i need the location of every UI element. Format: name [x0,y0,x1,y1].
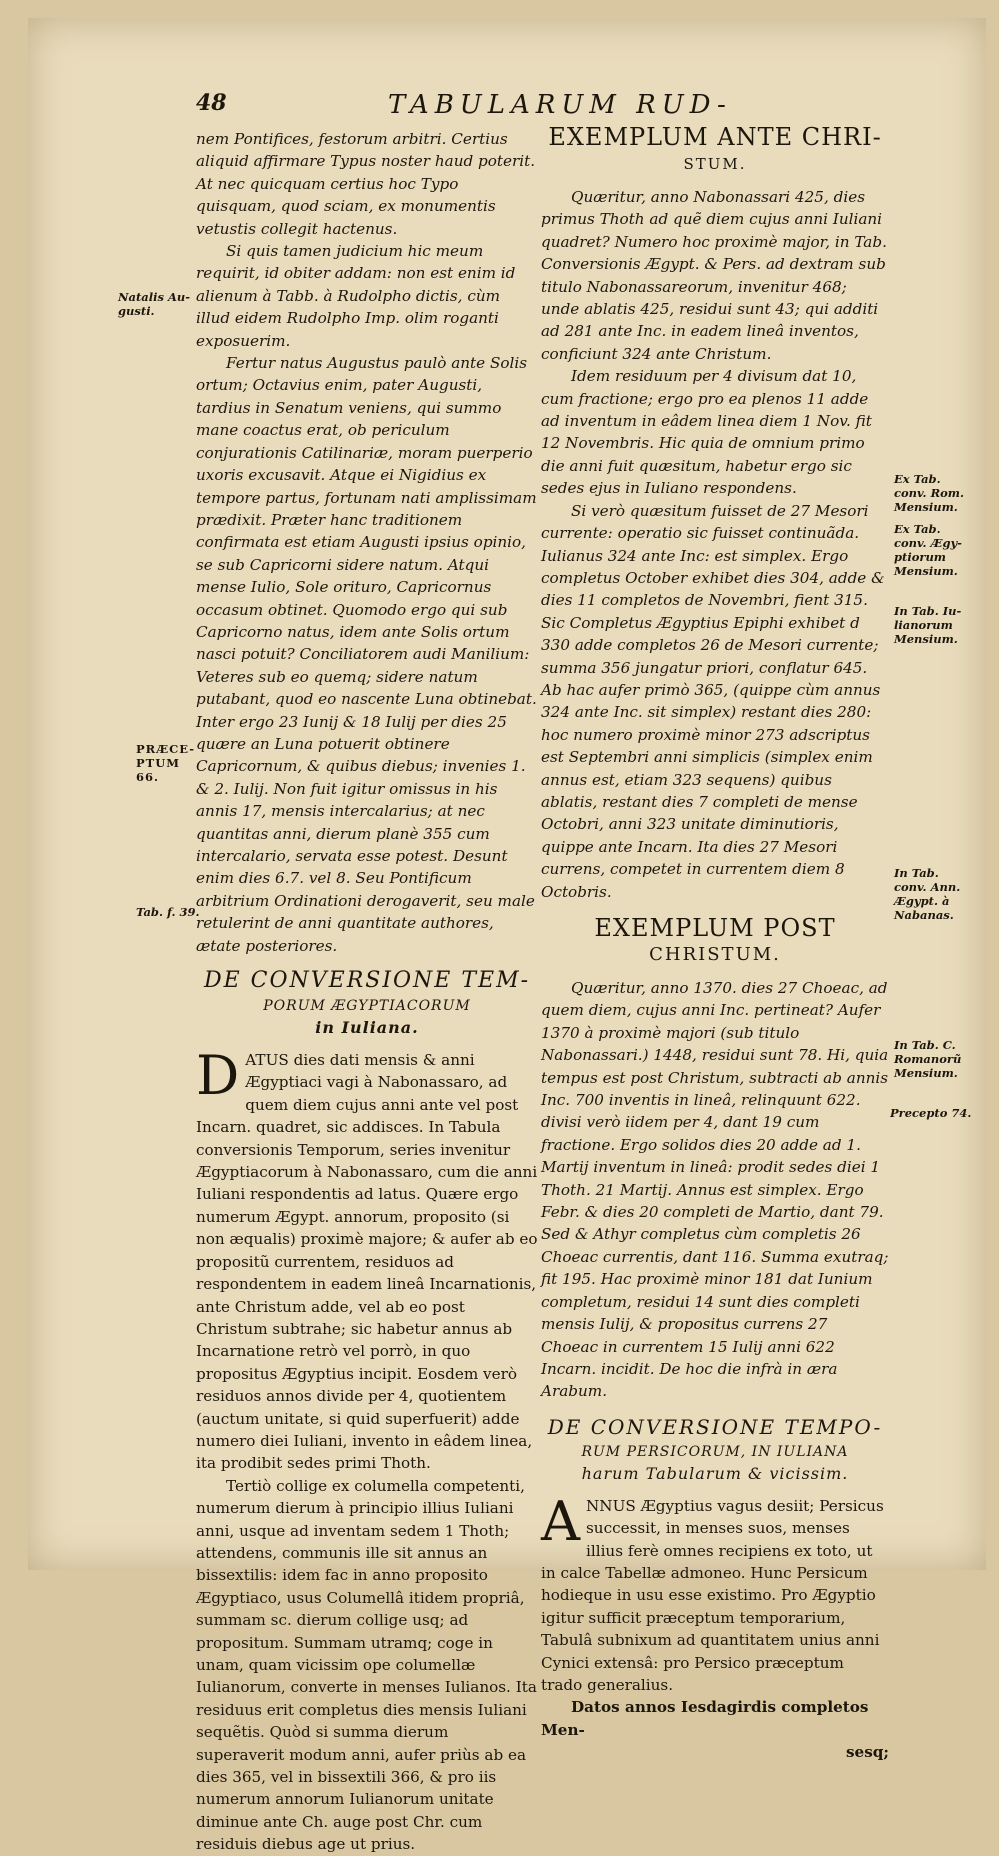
margin-note-4: In Tab. conv. Ann. Ægypt. à Nabanas. [894,866,961,922]
catchword: sesq; [846,1743,889,1762]
margin-note-6: Precepto 74. [890,1106,972,1120]
right-paragraph-6: Datos annos Iesdagirdis completos Men- [541,1698,869,1739]
drop-cap-d: D [196,1044,240,1108]
page-number: 48 [196,90,227,116]
right-heading-2-line-1: EXEMPLUM POST [594,914,836,942]
left-heading-line-3: in Iuliana. [315,1018,419,1038]
left-column [196,128,538,1856]
left-heading-line-2: PORUM ÆGYPTIACORUM [263,998,471,1015]
right-paragraph-4: Quæritur, anno 1370. dies 27 Choeac, ad quem diem, cujus anni Inc. pertineat? Aufer 1370 à proximè majori (sub titulo Nabonassari.) 1448, residui sunt 78. Hi, quia tempus est post Christum, subtracti ab annis Inc. 700 inventis in lineâ, relinquunt 622. divisi verò iidem per 4, dant 19 cum fractione. Ergo solidos dies 20 adde ad 1. Martij inventum in lineâ: prodit sedes diei 1 Thoth. 21 Martij. Annus est simplex. Ergo Febr. & dies 20 completi de Martio, dant 79. Sed & Athyr completus cùm completis 26 Choeac currentis, dant 116. Summa exutraq; fit 195. Hac proximè minor 181 dat Iunium completum, residui 14 sunt dies completi mensis Iulij, & propositus currens 27 Choeac in currentem 15 Iulij anni 622 Incarn. incidit. De hoc die infrà in æra Arabum. [541,979,889,1401]
right-paragraph-1: Quæritur, anno Nabonassari 425, dies primus Thoth ad quẽ diem cujus anni Iuliani quadret? Numero hoc proximè major, in Tab. Conversionis Ægypt. & Pers. ad dextram sub titulo Nabonassareorum, invenitur 468; unde ablatis 425, residui sunt 43; qui additi ad 281 ante Inc. in eadem lineâ inventos, conficiunt 324 ante Christum. [541,188,887,363]
running-head: TABULARUM RUD- [388,90,732,120]
right-column [541,122,889,1764]
left-paragraph-2: Si quis tamen judicium hic meum requirit, id obiter addam: non est enim id alienum à Tabb. à Rudolpho dictis, cùm illud eidem Rudolpho Imp. olim roganti exposuerim. [196,242,516,350]
right-heading-2-line-2: CHRISTUM. [649,944,781,965]
margin-note-5: In Tab. C. Romanorũ Mensium. [894,1038,962,1080]
left-heading-line-1: DE CONVERSIONE TEM- [203,968,531,994]
margin-note-natalis: Natalis Au- gusti. [118,290,190,318]
left-paragraph-5: Tertiò collige ex columella competenti, numerum dierum à principio illius Iuliani anni, usque ad inventam sedem 1 Thoth; attendens, communis ille sit annus an bissextilis: idem fac in anno proposito Ægyptiaco, usus Columellâ itidem propriâ, summam sc. dierum collige usq; ad propositum. Summam utramq; coge in unam, quam vicissim ope columellæ Iulianorum, converte in menses Iulianos. Ita residuus erit completus dies mensis Iuliani sequẽtis. Quòd si summa dierum superaverit modum anni, aufer priùs ab ea dies 365, vel in bissextili 366, & pro iis numerum annorum Iulianorum unitate diminue ante Ch. auge post Chr. cum residuis diebus age ut prius. [196,1476,537,1854]
margin-note-tabf: Tab. f. 39. [136,905,200,919]
right-heading-3-line-1: DE CONVERSIONE TEMPO- [547,1414,883,1439]
right-heading-3-line-3: harum Tabularum & vicissim. [581,1463,849,1483]
right-heading-1-line-2: STUM. [683,155,747,173]
margin-note-3: In Tab. Iu- lianorum Mensium. [894,604,962,646]
right-paragraph-3: Si verò quæsitum fuisset de 27 Mesori currente: operatio sic fuisset continuãda. Iulianus 324 ante Inc: est simplex. Ergo completus October exhibet dies 304, adde & dies 11 completos de Novembri, fient 315. Sic Completus Ægyptius Epiphi exhibet d 330 adde completos 26 de Mesori currente; summa 356 jungatur priori, conflatur 645. Ab hac aufer primò 365, (quippe cùm annus 324 ante Inc. sit simplex) restant dies 280: hoc numero proximè minor 273 adscriptus est Septembri anni simplicis (simplex enim annus est, etiam 323 sequens) quibus ablatis, restant dies 7 completi de mense Octobri, anni 323 unitate diminutioris, quippe ante Incarn. Ita dies 27 Mesori currens, competet in currentem diem 8 Octobris. [541,501,885,901]
book-page [28,18,986,1854]
left-paragraph-3: Fertur natus Augustus paulò ante Solis ortum; Octavius enim, pater Augusti, tardius in Senatum veniens, qui summo mane coactus erat, ob periculum conjurationis Catilinariæ, moram puerperio uxoris excusavit. Atque ei Nigidius ex tempore partus, fortunam nati amplissimam prædixit. Præter hanc traditionem confirmata est etiam Augusti ipsius opinio, se sub Capricorni sidere natum. Atqui mense Iulio, Sole orituro, Capricornus occasum obtinet. Quomodo ergo qui sub Capricorno natus, idem ante Solis ortum nasci potuit? Conciliatorem audi Manilium: Veteres sub eo quemq; sidere natum putabant, quod eo nascente Luna obtinebat. Inter ergo 23 Iunij & 18 Iulij per dies 25 quære an Luna potuerit obtinere Capricornum, & quibus diebus; invenies 1. & 2. Iulij. Non fuit igitur omissus in his annis 17, mensis intercalarius; at nec quantitas anni, dierum planè 355 cum intercalario, servata esse potest. Desunt enim dies 6.7. vel 8. Seu Pontificum arbitrium Ordinationi derogaverit, seu male retulerint de anni quantitate authores, ætate posteriores. [196,354,537,955]
right-paragraph-2: Idem residuum per 4 divisum dat 10, cum fractione; ergo pro ea plenos 11 adde ad inventum in eâdem linea diem 1 Nov. fit 12 Novembris. Hic quia de omnium primo die anni fuit quæsitum, habetur ergo sic sedes ejus in Iuliano respondens. [541,367,872,498]
margin-note-praeceptum: PRÆCE- PTUM 66. [136,742,196,784]
right-paragraph-5-text: NNUS Ægyptius vagus desiit; Persicus successit, in menses suos, menses illius ferè omnes recipiens ex toto, ut in calce Tabellæ admoneo. Hunc Persicum hodieque in usu esse existimo. Pro Ægyptio igitur sufficit præceptum temporarium, Tabulâ subnixum ad quantitatem unius anni Cynici extensâ: pro Persico præceptum trado generalius. [541,1496,884,1694]
drop-cap-a: A [541,1489,580,1553]
left-paragraph-4-text: ATUS dies dati mensis & anni Ægyptiaci vagi à Nabonassaro, ad quem diem cujus anni ante vel post Incarn. quadret, sic addisces. In Tabula conversionis Temporum, series invenitur Ægyptiacorum à Nabonassaro, cum die anni Iuliani respondentis ad latus. Quære ergo numerum Ægypt. annorum, proposito (si non æqualis) proximè majore; & aufer ab eo propositũ currentem, residuos ad respondentem in eadem lineâ Incarnationis, ante Christum adde, vel ab eo post Christum subtrahe; sic habetur annus ab Incarnatione retrò vel porrò, in quo propositus Ægyptius incipit. Eosdem verò residuos annos divide per 4, quotientem (auctum unitate, si quid superfuerit) adde numero diei Iuliani, invento in eâdem linea, ita prodibit sedes primi Thoth. [196,1051,538,1473]
margin-note-1: Ex Tab. conv. Rom. Mensium. [894,472,964,514]
left-paragraph-4 [196,1044,538,1475]
margin-note-2: Ex Tab. conv. Ægy- ptiorum Mensium. [894,522,962,578]
right-heading-1-line-1: EXEMPLUM ANTE CHRI- [548,123,882,151]
left-paragraph-1: nem Pontifices, festorum arbitri. Certius aliquid affirmare Typus noster haud poterit. At nec quicquam certius hoc Typo quisquam, quod sciam, ex monumentis vetustis collegit hactenus. [196,130,536,238]
right-heading-3-line-2: RUM PERSICORUM, IN IULIANA [581,1443,849,1460]
right-paragraph-5 [541,1489,889,1697]
